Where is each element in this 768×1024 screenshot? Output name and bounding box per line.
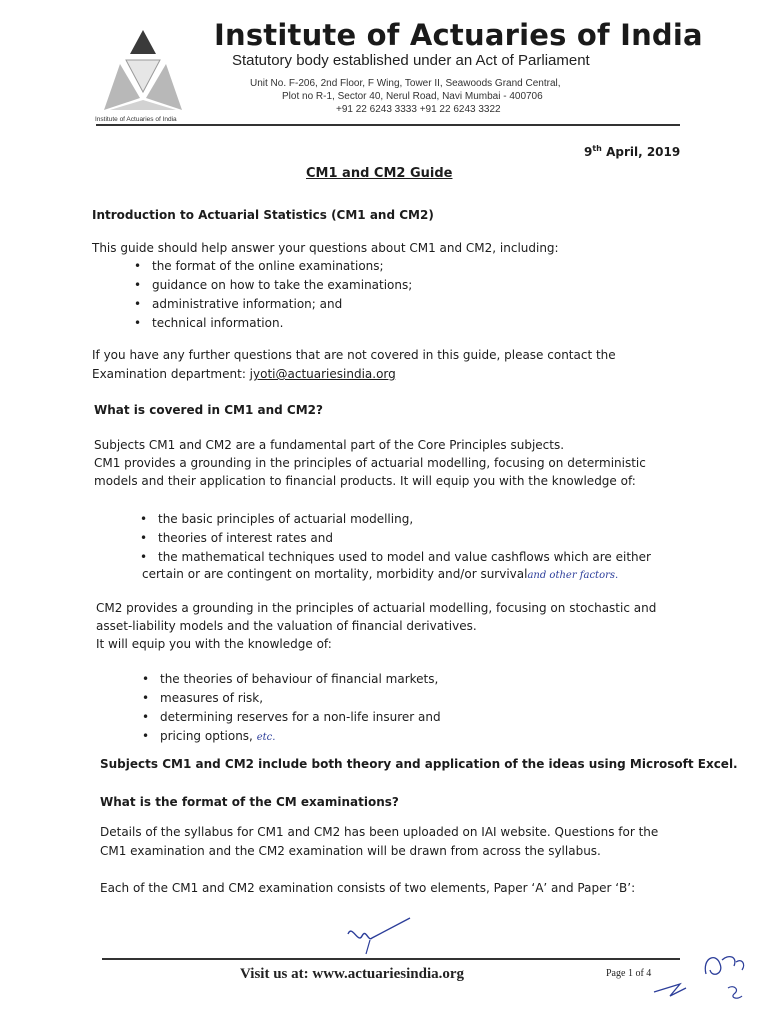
intro-heading: Introduction to Actuarial Statistics (CM1 and CM2)	[92, 208, 434, 222]
address-line-3: +91 22 6243 3333 +91 22 6243 3322	[336, 104, 501, 115]
contact-line-1: If you have any further questions that are not covered in this guide, please contact the	[92, 348, 616, 362]
list-item: • theories of interest rates and	[132, 529, 651, 548]
list-item: • pricing options, etc.	[134, 727, 441, 747]
document-date: 9th April, 2019	[584, 144, 681, 159]
iai-logo-icon	[96, 28, 196, 114]
list-item: • determining reserves for a non-life insurer and	[134, 708, 441, 727]
page-number: Page 1 of 4	[606, 968, 652, 979]
cm2-line-1: CM2 provides a grounding in the principles of actuarial modelling, focusing on stochastic and	[96, 601, 657, 615]
intro-text: This guide should help answer your questions about CM1 and CM2, including:	[92, 241, 559, 255]
format-line-1: Details of the syllabus for CM1 and CM2 has been uploaded on IAI website. Questions for the	[100, 825, 659, 839]
cm2-bullet-list	[134, 670, 441, 747]
handwritten-note: and other factors.	[527, 570, 619, 581]
covered-heading: What is covered in CM1 and CM2?	[94, 403, 323, 417]
list-item: • the theories of behaviour of financial markets,	[134, 670, 441, 689]
intro-bullet-list	[126, 257, 412, 333]
footer-divider	[102, 958, 680, 960]
cm1-bullet-list	[132, 510, 651, 567]
handwritten-signature-icon	[646, 944, 756, 1014]
logo-caption: Institute of Actuaries of India	[95, 116, 177, 123]
cm1-bullet-continuation: certain or are contingent on mortality, morbidity and/or survivaland other factors.	[142, 567, 619, 581]
list-item: • technical information.	[126, 314, 412, 333]
header-divider	[96, 124, 680, 126]
contact-email-link[interactable]: jyoti@actuariesindia.org	[249, 367, 396, 381]
address-line-1: Unit No. F-206, 2nd Floor, F Wing, Tower II, Seawoods Grand Central,	[250, 78, 561, 89]
cm1-line-2: models and their application to financial products. It will equip you with the knowledge of:	[94, 474, 636, 488]
initials-mark-icon	[340, 914, 420, 958]
format-heading: What is the format of the CM examinations?	[100, 795, 399, 809]
org-tagline: Statutory body established under an Act of Parliament	[232, 52, 590, 69]
list-item: • administrative information; and	[126, 295, 412, 314]
list-item: • the format of the online examinations;	[126, 257, 412, 276]
covered-paragraph: Subjects CM1 and CM2 are a fundamental part of the Core Principles subjects.	[94, 438, 565, 452]
list-item: • guidance on how to take the examinations;	[126, 276, 412, 295]
contact-line-2: Examination department: jyoti@actuariesindia.org	[92, 367, 396, 381]
cm2-line-3: It will equip you with the knowledge of:	[96, 637, 332, 651]
cm2-line-2: asset-liability models and the valuation of financial derivatives.	[96, 619, 477, 633]
cm1-line-1: CM1 provides a grounding in the principles of actuarial modelling, focusing on deterministic	[94, 456, 646, 470]
list-item: • the basic principles of actuarial modelling,	[132, 510, 651, 529]
list-item: • measures of risk,	[134, 689, 441, 708]
org-title: Institute of Actuaries of India	[214, 18, 703, 52]
handwritten-note: etc.	[256, 732, 276, 743]
address-line-2: Plot no R-1, Sector 40, Nerul Road, Navi Mumbai - 400706	[282, 91, 543, 102]
document-title: CM1 and CM2 Guide	[306, 166, 453, 181]
list-item: • the mathematical techniques used to model and value cashflows which are either	[132, 548, 651, 567]
footer-website[interactable]: Visit us at: www.actuariesindia.org	[240, 966, 465, 982]
excel-note: Subjects CM1 and CM2 include both theory and application of the ideas using Microsoft Excel.	[100, 757, 738, 771]
format-line-3: Each of the CM1 and CM2 examination consists of two elements, Paper ‘A’ and Paper ‘B’:	[100, 881, 636, 895]
format-line-2: CM1 examination and the CM2 examination will be drawn from across the syllabus.	[100, 844, 601, 858]
